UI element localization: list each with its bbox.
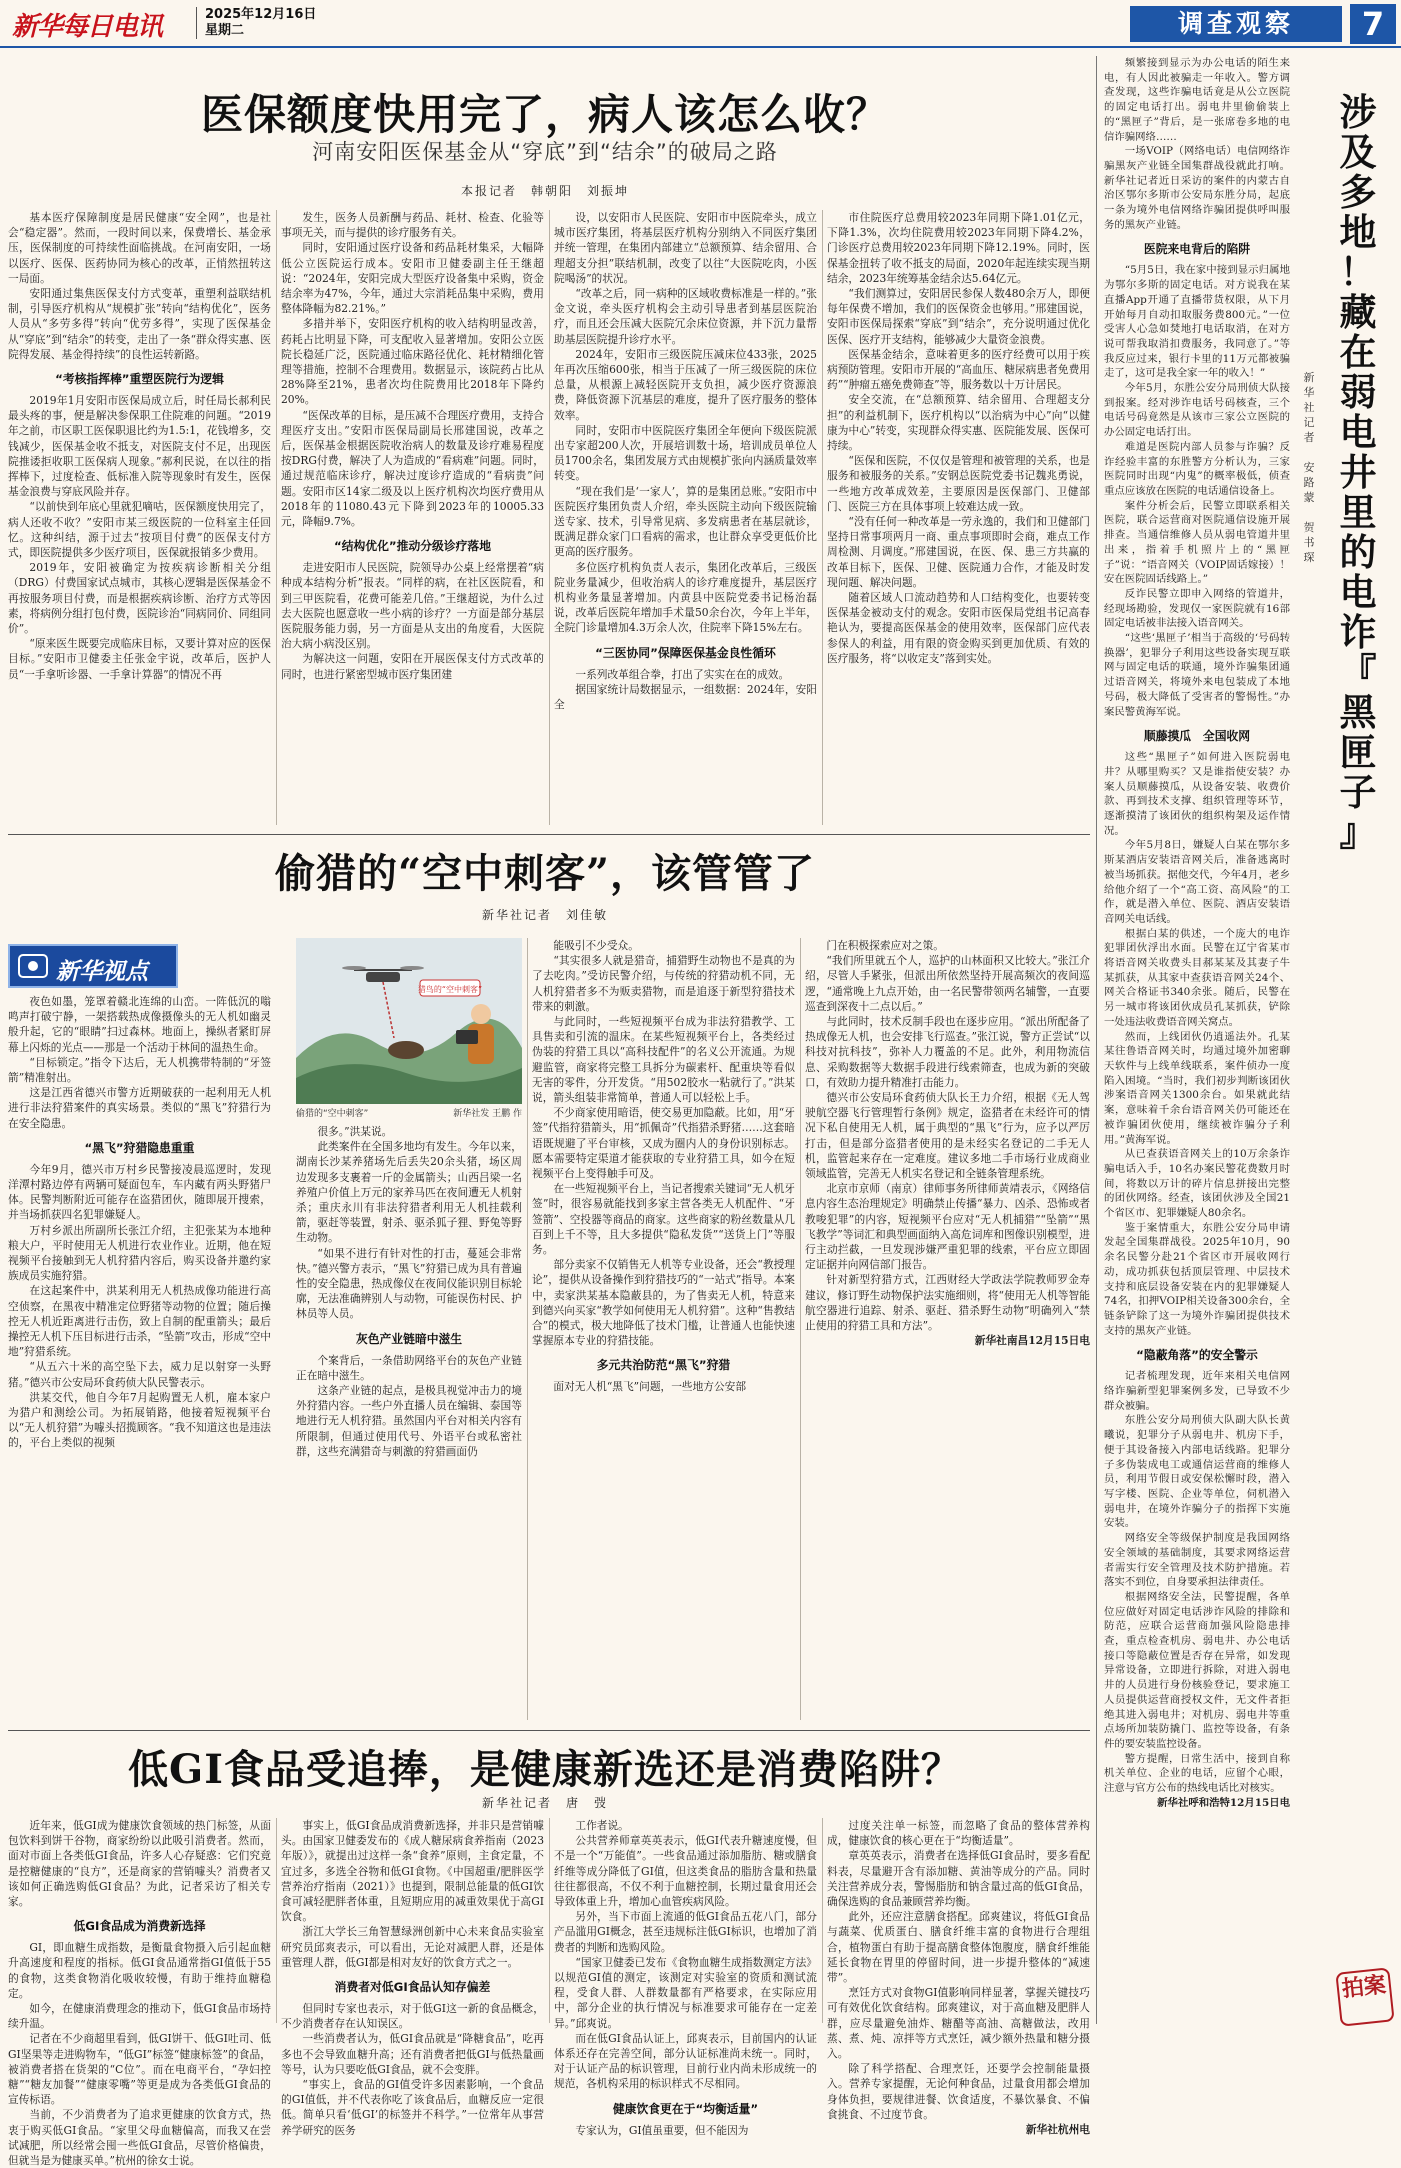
vertical-char: 在	[1339, 330, 1377, 374]
xinhua-view-badge	[8, 944, 178, 988]
column-divider	[549, 1818, 550, 2023]
vertical-char: 弱	[1339, 370, 1377, 414]
paragraph: 专家认为，GI值虽重要，但不能因为	[575, 2123, 749, 2137]
subhead: 顺藤摸瓜 全国收网	[1143, 729, 1251, 744]
vertical-char: 书	[1303, 536, 1315, 549]
page-number: 7	[1350, 4, 1396, 44]
paragraph: 为解决这一问题，安阳在开展医保支付方式改革的同时，也进行紧密型城市医疗集团建	[281, 652, 544, 681]
article2-col1	[8, 994, 271, 1720]
article2-col4	[805, 938, 1090, 1720]
article1-subheadline: 河南安阳医保基金从“穿底”到“结余”的破局之路	[312, 140, 778, 164]
column-divider	[549, 210, 550, 825]
paragraph: 另外，当下市面上流通的低GI食品五花八门，部分产品滥用GI概念，甚至违规标注低GI标识，也增加了消费者的判断和选购风险。	[554, 1910, 817, 1954]
paragraph: 鉴于案情重大，东胜公安分局申请发起全国集群战役。2025年10月，90余名民警分赴21个省区市开展收网行动，成功抓获包括顶层管理、中层技术支持和底层设备安装在内的犯罪嫌疑人74名，扣押VOIP相关设备300余台，全链条铲除了这一为境外诈骗团提供技术支持的黑灰产业链。	[1104, 1221, 1290, 1337]
paragraph: 2019年1月安阳市医保局成立后，时任局长郝利民最头疼的事，便是解决参保职工住院难的问题。“2019年之前，市区职工医保职退比约为1.5:1，花钱增多，交钱减少，医保基金收不抵支，对医院支付不足，出现医院推诿拒收职工医保病人现象。”郝利民说，在以往的指挥棒下，过度检查、低标准入院等现象时有发生，医保基金浪费与穿底风险并存。	[8, 394, 271, 499]
article1-byline: 本报记者 韩朝阳 刘振坤	[460, 184, 629, 198]
article1-col1	[8, 210, 271, 825]
vertical-char: 琛	[1303, 551, 1315, 564]
paragraph: 记者在不少商超里看到，低GI饼干、低GI吐司、低GI坚果等走进购物车，“低GI”标签“健康标签”的食品，被消费者搭在货架的“C位”。而在电商平台，“孕妇控糖”“糖友加餐”“健康零嘴”等更是成为各类低GI食品的宣传标语。	[8, 2032, 271, 2107]
paragraph: 在一些短视频平台上，当记者搜索关键词“无人机牙签”时，很容易就能找到多家主营各类无人机配件、“牙签箭”、空投器等商品的商家。这些商家的粉丝数量从几百到上千不等，且大多提供“隐私发货”“送货上门”等服务。	[532, 1182, 795, 1257]
paragraph: 多措并举下，安阳医疗机构的收入结构明显改善，药耗占比明显下降，可支配收入显著增加。安阳公立医院长稳延广泛，医院通过临床路径优化、耗材精细化管理等措施，控制不合理费用。数据显示，该院药占比从28%降至21%，患者次均住院费用比2018年下降约20%。	[281, 317, 544, 407]
masthead	[0, 0, 1401, 48]
paragraph: 当前，不少消费者为了追求更健康的饮食方式，热衷于购买低GI食品。“家里父母血糖偏高，而我又在尝试减肥，所以经常会囤一些低GI食品，尽管价格偏贵，但就当是为健康买单。”杭州的徐女士说。	[8, 2108, 271, 2168]
vertical-char: 电	[1339, 570, 1377, 614]
paragraph: “我们测算过，安阳居民参保人数480余万人，即便每年保费不增加，我们的医保资金也够用。”邢建国说，安阳市医保局探索“穿底”到“结余”，充分说明通过优化医保、医疗开支结构，能够减少大量资金浪费。	[827, 287, 1090, 346]
vertical-char: 多	[1339, 170, 1377, 214]
paragraph: 北京市京师（南京）律师事务所律师黄靖表示，《网络信息内容生态治理规定》明确禁止传播“暴力、凶杀、恐怖或者教唆犯罪”的内容，短视频平台应对“无人机捕猎”“坠箭”“黑飞教学”等词汇和典型画面纳入高危词库和图像识别模型，进行主动拦截，一旦发现涉嫌严重犯罪的线索，平台应立即固定证据并向网信部门报告。	[805, 1182, 1090, 1272]
article1-headline: 医保额度快用完了，病人该怎么收？	[200, 90, 889, 139]
paragraph: 一些消费者认为，低GI食品就是“降糖食品”，吃再多也不会导致血糖升高；还有消费者把低GI与低热量画等号，认为只要吃低GI食品，就不会变胖。	[281, 2032, 544, 2076]
paragraph: 多位医疗机构负责人表示，集团化改革后，三级医院业务量减少，但收治病人的诊疗难度提升，基层医疗机构业务量显著增加。内黄县中医院党委书记杨治磊说，改革后医院年增加手术量50余台次，今年上半年，全院门诊量增加4.3万余人次，住院率下降15%左右。	[554, 560, 817, 635]
paragraph: 烹饪方式对食物GI值影响同样显著，掌握关键技巧可有效优化饮食结构。邱爽建议，对于高血糖及肥胖人群，应尽量避免油炸、糖醋等高油、高糖做法，改用蒸、煮、炖、凉拌等方式烹饪，减少额外热量和糖分摄入。	[827, 1986, 1090, 2061]
side-byline	[1297, 370, 1321, 565]
paragraph: 这条产业链的起点，是极具视觉冲击力的境外狩猎内容。一些户外直播人员在编辑、泰国等地进行无人机狩猎。虽然国内平台对相关内容有所限制，但通过使用代号、外语平台或私密社群，这些充满猎奇与刺激的狩猎画面仍	[296, 1384, 522, 1458]
paragraph: 一场VOIP（网络电话）电信网络诈骗黑灰产业链全国集群战役就此打响。新华社记者近日采访的案件的内蒙古自治区鄂尔多斯市公安局东胜分局，起底一条为境外电信网络诈骗团提供呼叫服务的黑灰产业链。	[1104, 145, 1290, 231]
paragraph: 2019年，安阳被确定为按疾病诊断相关分组（DRG）付费国家试点城市，其核心逻辑是医保基金不再按服务项目付费，而是根据疾病诊断、治疗方式等因素，将病例分组打包付费，医院诊治“同病同价、同组同价”。	[8, 561, 271, 636]
paragraph: 面对无人机“黑飞”问题，一些地方公安部	[553, 1380, 747, 1394]
paragraph: “目标锁定。”指令下达后，无人机携带特制的“牙签箭”精准射出。	[8, 1055, 271, 1085]
paragraph: 近年来，低GI成为健康饮食领域的热门标签，从面包饮料到饼干谷物，商家纷纷以此吸引消费者。然而，面对市面上各类低GI食品，许多人心存疑惑：它们究竟是控糖健康的“良方”，还是商家的营销噱头？消费者又该如何正确选购低GI食品？为此，记者采访了相关专家。	[8, 1819, 271, 1909]
paragraph: 部分卖家不仅销售无人机等专业设备，还会“教授理论”，提供从设备操作到狩猎技巧的“一站式”指导。本案中，卖家洪某基本隐蔽县的，为了售卖无人机，特意来到德兴向买家“教学如何使用无人机狩猎”。这种“售教结合”的模式，极大地降低了技术门槛，让普通人也能快速掌握原本专业的狩猎技能。	[532, 1258, 795, 1348]
subhead: 多元共治防范“黑飞”狩猎	[596, 1358, 731, 1373]
photo-caption	[296, 1106, 522, 1119]
vertical-char: 匣	[1339, 730, 1377, 774]
paragraph: 此类案件在全国多地均有发生。今年以来，湖南长沙某养猪场先后丢失20余头猪，场区周边发现多支裹着一斤的金属箭头；山西吕梁一名养殖户价值上万元的家养马匹在夜间遭无人机射杀；重庆永川有非法狩猎者利用无人机挂载利箭，驱赶等装置，射杀、驱杀狐子狸、野兔等野生动物。	[296, 1140, 522, 1245]
vertical-char: 电	[1339, 410, 1377, 454]
paragraph: 医保基金结余，意味着更多的医疗经费可以用于疾病预防管理。安阳市开展的“高血压、糖尿病患者免费用药”“肿瘤五癌免费筛查”等，服务数以十万计居民。	[827, 347, 1090, 392]
subhead: 灰色产业链暗中滋生	[355, 1331, 463, 1346]
paragraph: 发生，医务人员新酬与药品、耗材、检查、化验等事项无关，而与提供的诊疗服务有关。	[281, 211, 544, 240]
article1-col4	[827, 210, 1090, 825]
dateline: 新华社呼和浩特12月15日电	[1157, 1796, 1290, 1809]
feature-divider	[1096, 56, 1097, 2024]
paragraph: 案件分析会后，民警立即联系相关医院，联合运营商对医院通信设施开展排查。当通信维修人员从弱电管道井里出来，指着手机照片上的“黑匣子”说：“语音网关（VOIP固话嫁接）！安在医院固话线路上。”	[1104, 499, 1290, 586]
subhead: “结构优化”推动分级诊疗落地	[333, 539, 492, 554]
paragraph: 在这起案件中，洪某利用无人机热成像功能进行高空侦察，在黑夜中精准定位野猪等动物的位置；随后操控无人机近距离进行击伤，致上自制的配重箭头；最后操控无人机下压目标进行击杀，“坠箭”攻击，形成“空中地”狩猎系统。	[8, 1284, 271, 1359]
paragraph: 市住院医疗总费用较2023年同期下降1.01亿元，下降1.3%，次均住院费用较2023年同期下降4.2%，门诊医疗总费用较2023年同期下降12.19%。同时，医保基金扭转了收不抵支的局面，2020年起连续实现当期结余，2023年统筹基金结余达5.64亿元。	[827, 211, 1090, 285]
masthead-rule	[0, 46, 1401, 48]
subhead: “黑飞”狩猎隐患重重	[84, 1140, 195, 1155]
paragraph: 根据白某的供述，一个庞大的电诈犯罪团伙浮出水面。民警在辽宁省某市将语音网关收费头目郝某某及其妻子牛某抓获，从其家中查获语音网关24个、网关合格证书340余张。随后，民警在另一城市将该团伙成员孔某抓获，铲除一处违法收费语音网关窝点。	[1104, 927, 1290, 1028]
illustration-drone-hunting	[296, 938, 522, 1104]
paragraph: 然而，上线团伙仍逍遥法外。孔某某往鲁语音网关时，均通过境外加密聊天软件与上线单线联系，案件侦办一度陷入困境。“当时，我们初步判断该团伙涉案语音网关1300余台。如果就此结案，意味着千余台语音网关仍可能还在被诈骗团伙使用，继续被诈骗分子利用。”黄海军说。	[1104, 1030, 1290, 1146]
boar-icon	[388, 1041, 424, 1059]
vertical-char: 华	[1303, 386, 1315, 399]
paragraph: “5月5日，我在家中接到显示归属地为鄂尔多斯的固定电话。对方说我在某直播App开通了直播带货权限，从下月开始每月自动扣取服务费800元。”一位受害人心急如焚地打电话取消，在对方说可帮我取消扣费服务，我同意了。”等我反应过来，银行卡里的11万元都被骗走了，这可是我全家一年的收入！”	[1104, 264, 1290, 380]
column-divider	[822, 210, 823, 825]
paragraph: 安全交流，在“总额预算、结余留用、合理超支分担”的利益机制下，医疗机构以“以治病为中心”向“以健康为中心”转变，实现群众得实惠、医院能发展、医保可持续。	[827, 393, 1090, 453]
paragraph: “事实上，食品的GI值受许多因素影响，一个食品的GI值低，并不代表你吃了该食品后，血糖反应一定很低。简单只看‘低GI’的标签并不科学。”一位常年从事营养学研究的医务	[281, 2078, 544, 2137]
paragraph: “医保改革的目标，是压减不合理医疗费用，支持合理医疗支出。”安阳市医保局副局长邢建国说，改革之后，医保基金根据医院收治病人的数量及诊疗难易程度按DRG付费，解决了人为造成的“看病难”问题。同时，通过规范临床诊疗，解决过度诊疗造成的“看病贵”问题。安阳市区14家二级及以上医疗机构次均医疗费用从2018年的11080.43元下降到2023年的10005.33元，降幅9.7%。	[281, 408, 544, 529]
article2-byline: 新华社记者 刘佳敏	[481, 908, 608, 922]
photo-credit: 新华社发 王鹏 作	[453, 1109, 522, 1119]
paragraph: 同时，安阳通过医疗设备和药品耗材集采，大幅降低公立医院运行成本。安阳市卫健委副主任王继超说：“2024年，安阳完成大型医疗设备集中采购，资金结余率为47%，今年，通过大宗消耗品集中采购，费用整体降幅为82.21%。”	[281, 241, 544, 316]
column-divider	[276, 210, 277, 825]
paragraph: 工作者说。	[575, 1819, 629, 1832]
paragraph: 这是江西省德兴市警方近期破获的一起利用无人机进行非法狩猎案件的真实场景。类似的“黑飞”狩猎行为在安全隐患。	[8, 1086, 271, 1130]
paragraph: 同时，安阳市中医院医疗集团全年便向下级医院派出专家超200人次，开展培训数十场，培训成员单位人员1700余名，集团发展方式由规模扩张向内涵质量效率转变。	[554, 423, 817, 483]
article1-col2	[281, 210, 544, 825]
vertical-char: 的	[1339, 530, 1377, 574]
paragraph: 个案背后，一条借助网络平台的灰色产业链正在暗中滋生。	[296, 1353, 522, 1382]
paragraph: 一系列改革组合拳，打出了实实在在的成效。	[575, 667, 790, 681]
paragraph: 德兴市公安局环食药侦大队长王力介绍，根据《无人驾驶航空器飞行管理暂行条例》规定，盗猎者在未经许可的情况下私自使用无人机，属于典型的“黑飞”行为，应予以严厉打击，但是部分盗猎者使用的是未经实名登记的二手无人机，监管起来存在一定难度。建议多地二手市场行业成商业领域监管，完善无人机实名登记和全链条管理系统。	[805, 1091, 1090, 1181]
subhead: 医院来电背后的陷阱	[1143, 242, 1251, 257]
paragraph: “这些‘黑匣子’相当于高级的‘号码转换器’，犯罪分子利用这些设备实现互联网与固定电话的联通，境外诈骗集团通过语音网关，将境外来电包装成了本地号码，极大降低了受害者的警惕性。”办案民警黄海军说。	[1104, 632, 1290, 718]
article3-col2	[281, 1818, 544, 2137]
paragraph: GI，即血糖生成指数，是衡量食物摄入后引起血糖升高速度和程度的指标。低GI食品通常指GI值低于55的食物，这类食物消化吸收较慢，有助于维持血糖稳定。	[8, 1941, 271, 2000]
article3-col4	[827, 1818, 1090, 2137]
vertical-char	[1297, 505, 1321, 520]
paragraph: “如果不进行有针对性的打击，蔓延会非常快。”德兴警方表示，“黑飞”狩猎已成为具有普遍性的安全隐患，热成像仪在夜间仪能识别目标轮廓，无法准确辨别人与动物，可能误伤村民、护林员等人员。	[296, 1246, 522, 1321]
paragraph: 基本医疗保障制度是居民健康“安全网”，也是社会“稳定器”。然而，一段时间以来，保费增长、基金承压，医保制度的可持续性面临挑战。在河南安阳，一场以医疗、医保、医药协同为核心的改革，正悄然扭转这一局面。	[8, 211, 271, 285]
drone-illustration	[296, 938, 522, 1104]
paragraph: 网络安全等级保护制度是我国网络安全领域的基础制度，其要求网络运营者需实行安全管理及技术防护措施。若落实不到位，自身要承担法律责任。	[1104, 1532, 1290, 1589]
side-article-body	[1104, 56, 1290, 2024]
paragraph: “其实很多人就是猎奇，捕猎野生动物也不是真的为了去吃肉。”受访民警介绍，与传统的狩猎动机不同，无人机狩猎者多不为贩卖猎物，而是追逐于新型狩猎技术带来的刺激。	[532, 954, 795, 1013]
paragraph: 章英英表示，消费者在选择低GI食品时，要多看配料表，尽量避开含有添加糖、黄油等成分的产品。同时关注营养成分表，警惕脂肪和钠含量过高的低GI食品，确保选购的食品兼顾营养均衡。	[827, 1849, 1090, 1909]
brand-logo: 新华每日电讯	[12, 12, 163, 42]
paragraph: 2024年，安阳市三级医院压减床位433张，2025年再次压缩600张，相当于压减了一所三级医院的床位总量，从根源上减轻医院开支负担，减少医疗资源浪费，降低资源下沉基层的难度，提升了医疗服务的整体效率。	[554, 347, 817, 422]
article2-col3	[532, 938, 795, 1720]
vertical-char: 社	[1303, 401, 1315, 414]
paragraph: 今年5月8日，嫌疑人白某在鄂尔多斯某酒店安装语音网关后，准备逃离时被当场抓获。据他交代，今年4月，老乡给他介绍了一个“高工资、高风险”的工作，就是潜入单位、医院、酒店安装语音网关电话线。	[1104, 839, 1290, 925]
paragraph: 但同时专家也表示，对于低GI这一新的食品概念，不少消费者存在认知误区。	[281, 2002, 544, 2031]
paragraph: 频繁接到显示为办公电话的陌生来电，有人因此被骗走一年收入。警方调查发现，这些诈骗电话竟是从公立医院的固定电话打出。弱电井里偷偷装上的“黑匣子”背后，是一张席卷多地的电信诈骗网络……	[1104, 57, 1290, 143]
paragraph: 公共营养师章英英表示，低GI代表升糖速度慢，但不是一个“万能值”。一些食品通过添加脂肪、糖或膳食纤维等成分降低了GI值，但这类食品的脂肪含量和热量往往都很高，不仅不利于血糖控制，长期过量食用还会导致体重上升，增加心血管疾病风险。	[554, 1834, 817, 1909]
article3-byline: 新华社记者 唐 弢	[481, 1796, 608, 1810]
paragraph: 浙江大学长三角智慧绿洲创新中心未来食品实验室研究员邱爽表示，可以看出，无论对减肥人群，还是体重管理人群，低GI都是相对友好的饮食方式之一。	[281, 1925, 544, 1969]
paragraph: 此外，还应注意膳食搭配。邱爽建议，将低GI食品与蔬菜、优质蛋白、膳食纤维丰富的食物进行合理组合，植物蛋白有助于提高膳食整体饱腹度，膳食纤维能延长食物在胃里的停留时间，进一步提升整体的“减速带”。	[827, 1910, 1090, 1985]
column-divider	[527, 938, 528, 1720]
article2-headline: 偷猎的“空中刺客”，该管管了	[274, 850, 815, 897]
vertical-char: 藏	[1339, 290, 1377, 334]
paragraph: “医保和医院，不仅仅是管理和被管理的关系，也是服务和被服务的关系。”安钢总医院党委书记魏兆勇说，一些地方改革成效差，主要原因是医保部门、卫健部门、医院三方在具体事项上较难达成一致。	[827, 454, 1090, 513]
article-divider	[8, 1730, 1090, 1731]
paragraph: 安阳通过集焦医保支付方式变革，重塑利益联结机制，引导医疗机构从“规模扩张”转向“结构优化”，医务人员从“多劳多得”转向“优劳多得”，实现了医保基金从“穿底”到“结余”的转变，走出了一条“群众得实惠、医院得发展、基金得持续”的良性运转新路。	[8, 287, 271, 361]
subhead: 消费者对低GI食品认知存偏差	[334, 1980, 491, 1995]
paragraph: 反诈民警立即申入网络的管道井，经现场勘验，发现仅一家医院就有16部固定电话被非法接入语音网关。	[1104, 587, 1290, 630]
paragraph: “国家卫健委已发布《食物血糖生成指数测定方法》以规范GI值的测定，该测定对实验室的资质和测试流程，受食人群、人群数量都有严格要求，在实际应用中，部分企业的执行情况与标准要求可能存在一定差异。”邱爽说。	[554, 1955, 817, 2030]
vertical-char: 蒙	[1303, 491, 1315, 504]
vertical-char: 子	[1339, 770, 1377, 814]
paragraph: “没有任何一种改革是一劳永逸的，我们和卫健部门坚持日常事项两月一商、重点事项即时会商，难点工作周检测、月调度。”邢建国说，在医、保、患三方共赢的改革目标下，医保、卫健、医院通力合作，才能及时发现问题、解决问题。	[827, 515, 1090, 589]
vertical-char: 记	[1303, 416, 1315, 429]
paragraph: 事实上，低GI食品成消费新选择，并非只是营销噱头。由国家卫健委发布的《成人糖尿病食养指南（2023年版）》，就提出过这样一条“食养”原则，主食定量，不宜过多，多选全谷物和低GI食物。《中国超重/肥胖医学营养治疗指南（2021）》也提到，限制总能量的低GI饮食可减轻肥胖者体重，且短期应用的减重效果优于高GI饮食。	[281, 1819, 544, 1924]
paragraph: 而在低GI食品认证上，邱爽表示，目前国内的认证体系还存在完善空间，部分认证标准尚未统一。同时，对于认证产品的标识管理，目前行业内尚未形成统一的规范，各机构采用的标识样式不尽相同。	[554, 2031, 817, 2091]
paragraph: 今年5月，东胜公安分局刑侦大队接到报案。经对涉诈电话号码核查，三个电话号码竟然是从该市三家公立医院的办公固定电话打出。	[1104, 382, 1290, 439]
vertical-char: 里	[1339, 490, 1377, 534]
paragraph: 不少商家使用暗语，使交易更加隐蔽。比如，用“牙签”代指狩猎箭头，用“抓佩奇”代指猎杀野猪……这套暗语既规避了平台审核，又成为圈内人的身份识别标志。愿本需要特定渠道才能获取的专业狩猎工具，如今在短视频平台上变得触手可及。	[532, 1106, 795, 1181]
article3-headline: 低GI食品受追捧，是健康新选还是消费陷阱？	[128, 1746, 962, 1793]
issue-weekday: 星期二	[205, 23, 245, 38]
paragraph: 与此同时，一些短视频平台成为非法狩猎教学、工具售卖和引流的温床。在某些短视频平台上，各类经过伪装的狩猎工具以“高科技配件”的名义公开流通。为规避监管，商家将完整工具拆分为碳素杆、配重块等看似无害的零件，分开发货。“用502胶水一粘就行了。”洪某说，箭头组装非常简单，普通人可以轻松上手。	[532, 1015, 795, 1105]
paragraph: 很多。”洪某说。	[317, 1125, 393, 1138]
subhead: “考核指挥棒”重塑医院行为逻辑	[55, 372, 224, 387]
vertical-char: 诈	[1339, 610, 1377, 654]
article3-col1	[8, 1818, 271, 2168]
paragraph: “从五六十米的高空坠下去，威力足以射穿一头野猪。”德兴市公安局环食药侦大队民警表示。	[8, 1360, 271, 1389]
side-headline	[1330, 92, 1386, 852]
subhead: 健康饮食更在于“均衡适量”	[612, 2101, 759, 2116]
vertical-char: 新	[1303, 371, 1315, 384]
badge-label: 新华视点	[56, 959, 148, 985]
dateline: 新华社杭州电	[1025, 2123, 1090, 2137]
paragraph: 据国家统计局数据显示，一组数据：2024年，安阳全	[554, 682, 817, 712]
subhead: “三医协同”保障医保基金良性循环	[595, 645, 776, 660]
article1-col3	[554, 210, 817, 825]
issue-date: 2025年12月16日	[205, 7, 317, 22]
paragraph: “我们所里就五个人，巡护的山林面积又比较大。”张江介绍，尽管人手紧张，但派出所依然坚持开展高频次的夜间巡逻，“通常晚上九点开始，由一名民警带领两名辅警，一直要巡查到深夜十二点以后。”	[805, 954, 1090, 1013]
vertical-char: 贺	[1303, 521, 1315, 534]
article-divider	[8, 834, 1090, 835]
paragraph: 随着区域人口流动趋势和人口结构变化，也要转变医保基金被动支付的观念。安阳市医保局党组书记高春艳认为，要提高医保基金的使用效率，医保部门应代表参保人的利益，用有限的资金购买到更加优质、有效的医疗服务，将“以收定支”落到实处。	[827, 591, 1090, 665]
article3-col3	[554, 1818, 817, 2137]
vertical-char: 路	[1303, 476, 1315, 489]
paragraph: 过度关注单一标签，而忽略了食品的整体营养构成，健康饮食的核心更在于“均衡适量”。	[827, 1819, 1090, 1848]
paragraph: 门在积极探索应对之策。	[826, 939, 944, 952]
column-divider	[800, 938, 801, 1720]
photo-caption-title: 偷猎的“空中刺客”	[296, 1109, 369, 1119]
paragraph: 难道是医院内部人员参与诈骗？反诈经验丰富的东胜警方分析认为，三家医院同时出现“内鬼”的概率极低，侦查重点应该放在医院的电话通信设备上。	[1104, 440, 1290, 497]
vertical-char: 黑	[1339, 690, 1377, 734]
paragraph: 万村乡派出所副所长张江介绍，主犯张某为本地种粮大户，平时使用无人机进行农业作业。近期，他在短视频平台接触到无人机狩猎内容后，购买设备并邀约家族成员实施狩猎。	[8, 1223, 271, 1283]
vertical-char: 』	[1339, 810, 1377, 854]
paragraph: 能吸引不少受众。	[553, 939, 639, 952]
paragraph: 东胜公安分局刑侦大队副大队长黄曦说，犯罪分子从弱电井、机房下手，便于其设备接入内部电话线路。犯罪分子多伪装成电工或通信运营商的维修人员，利用节假日或安保松懈时段，潜入写字楼、医院、企业等单位，伺机潜入弱电井，在境外诈骗分子的指挥下实施安装。	[1104, 1414, 1290, 1530]
paragraph: 走进安阳市人民医院，院领导办公桌上经常摆着“病种成本结构分析”报表。“同样的病，在社区医院看，和到三甲医院看，花费可能差几倍。”王继超说，为什么过去大医院也愿意收一些小病的诊疗？一方面是部分基层医院服务能力弱，另一方面是从支出的角度看，大医院治大病小病没区别。	[281, 561, 544, 651]
vertical-char: 者	[1303, 431, 1315, 444]
paragraph: 与此同时，技术反制手段也在逐步应用。“派出所配备了热成像无人机，也会安排飞行巡查。”张江说，警方正尝试“以科技对抗科技”，弥补人力覆盖的不足。此外，利用物流信息、采购数据等大数据手段进行线索筛查，也成为新的突破口，有效助力提升精准打击能力。	[805, 1015, 1090, 1089]
column-divider	[276, 1818, 277, 2023]
article2-lead-inset	[182, 944, 271, 992]
paragraph: 设，以安阳市人民医院、安阳市中医院牵头，成立城市医疗集团，将基层医疗机构分别纳入不同医疗集团并统一管理，在集团内部建立“总额预算、结余留用、合理超支分担”联结机制，改变了以往“大医院吃肉，小医院喝汤”的状况。	[554, 211, 817, 285]
issue-date-block	[196, 7, 316, 39]
section-title: 调查观察	[1130, 6, 1342, 42]
vertical-char: 涉	[1339, 90, 1377, 134]
article2-col2	[296, 1124, 522, 1720]
paragraph: 今年9月，德兴市万村乡民警接凌晨巡逻时，发现洋潭村路边停有两辆可疑面包车，车内藏有两头野猪尸体。民警判断附近可能存在盗猎团伙，随即展开搜索，并当场抓获四名犯罪嫌疑人。	[8, 1162, 271, 1222]
vertical-char: 及	[1339, 130, 1377, 174]
paragraph: “以前快到年底心里就犯嘀咕，医保额度快用完了，病人还收不收？”安阳市某三级医院的一位科室主任回忆。这种纠结，源于过去“按项目付费”的医保支付方式，即医院提供多少医疗项目，医保就报销多少费用。	[8, 500, 271, 560]
paragraph: 记者梳理发现，近年来相关电信网络诈骗新型犯罪案例多发，已导致不少群众被骗。	[1104, 1370, 1290, 1412]
paragraph: 如今，在健康消费理念的推动下，低GI食品市场持续升温。	[8, 2002, 271, 2031]
subhead: 低GI食品成为消费新选择	[73, 1919, 206, 1934]
paragraph: 警方提醒，日常生活中，接到自称机关单位、企业的电话，应留个心眼，注意与官方公布的热线电话比对核实。	[1104, 1752, 1290, 1795]
vertical-char: ！	[1339, 250, 1377, 294]
subhead: “隐蔽角落”的安全警示	[1136, 1348, 1258, 1363]
vertical-char: 安	[1303, 461, 1315, 474]
paragraph: “原来医生既要完成临床目标，又要计算对应的医保目标。”安阳市卫健委主任张金宇说，改革后，医护人员“一手拿听诊器、一手拿计算器”的情况不再	[8, 637, 271, 681]
vertical-char	[1297, 445, 1321, 460]
paragraph: 除了科学搭配、合理烹饪，还要学会控制能量摄入。营养专家提醒，无论何种食品，过量食用都会增加身体负担，要规律进餐、饮食适度，不暴饮暴食、不偏食挑食、不过度节食。	[827, 2062, 1090, 2121]
stamp-seal: 拍案	[1335, 1967, 1394, 2026]
paragraph: 洪某交代，他自今年7月起购置无人机，雇本家户为猎户和测绘公司。为拓展销路，他接着短视频平台以“无人机狩猎”为噱头招揽顾客。“我不知道这也是违法的，平台上类似的视频	[8, 1390, 271, 1450]
paragraph: “改革之后，同一病种的区域收费标准是一样的。”张金文说，牵头医疗机构会主动引导患者到基层医院治疗，而且还会压减大医院冗余床位资源，并下沉力量帮助基层医院提升诊疗水平。	[554, 287, 817, 346]
vertical-char: 井	[1339, 450, 1377, 494]
paragraph: “现在我们是‘一家人’，算的是集团总账。”安阳市中医院医疗集团负责人介绍，牵头医院主动向下级医院输送专家、技术，引导常见病、多发病患者在基层就诊，既满足群众家门口看病的需求，也让群众享受更低价比更高的医疗服务。	[554, 484, 817, 559]
paragraph: 这些“黑匣子”如何进入医院弱电井？从哪里购买？又是谁指使安装？办案人员顺藤摸瓜，从设备安装、收费价款、再到技术支撑、组织管理等环节，逐渐摸清了该团伙的组织构架及运作情况。	[1104, 751, 1290, 837]
column-divider	[822, 1818, 823, 2023]
paragraph: 根据网络安全法，民警提醒，各单位应做好对固定电话涉诈风险的排除和防范，应联合运营商加强风险隐患排查，重点检查机房、弱电井、办公电话接口等隐蔽位置是否存在异常，如发现异常设备，立即进行拆除，对进入弱电井的人员进行身份核验登记，要求施工人员提供运营商授权文件，无文件者拒绝其进入弱电井；对机房、弱电井等重点场所加装防撬门、监控等设备，有条件的要安装监控设备。	[1104, 1590, 1290, 1750]
paragraph: 从已查获语音网关上的10万余条诈骗电话入手，10名办案民警花费数月时间，将数以万计的碎片信息拼接出完整的团伙网络。经查，该团伙涉及全国21个省区市、犯罪嫌疑人80余名。	[1104, 1148, 1290, 1220]
tv-icon	[18, 954, 48, 978]
vertical-char: 地	[1339, 210, 1377, 254]
svg-text:猎鸟的“空中刺客”: 猎鸟的“空中刺客”	[417, 985, 483, 994]
paragraph: 夜色如墨，笼罩着赣北连绵的山峦。一阵低沉的嗡鸣声打破宁静，一架搭载热成像摄像头的无人机如幽灵般升起，它的“眼睛”扫过森林。地面上，操纵者紧盯屏幕上闪烁的光点——那是一个活动于林间的温热生命。	[8, 995, 271, 1054]
dateline: 新华社南昌12月15日电	[974, 1334, 1090, 1348]
paragraph: 针对新型狩猎方式，江西财经大学政法学院教师罗金寿建议，修订野生动物保护法实施细则，将“使用无人机等智能航空器进行追踪、射杀、驱赶、猎杀野生动物”明确列入“禁止使用的狩猎工具和方法”。	[805, 1273, 1090, 1333]
vertical-char: 『	[1339, 650, 1377, 694]
